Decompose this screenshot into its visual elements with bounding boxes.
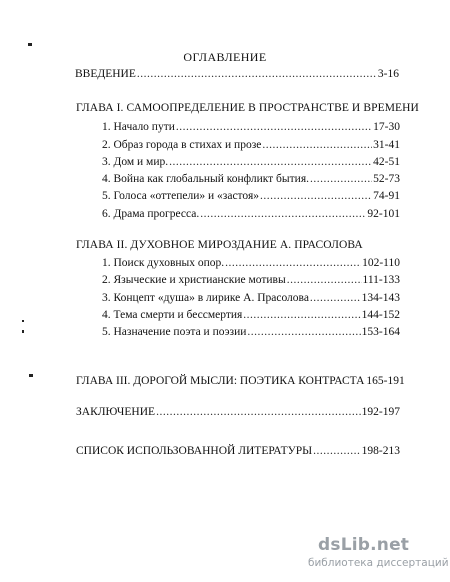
entry-number: 2. bbox=[102, 274, 111, 286]
entry-title: Начало пути bbox=[113, 121, 175, 133]
entry-title: Языческие и христианские мотивы bbox=[113, 274, 286, 286]
entry-title: Концепт «душа» в лирике А. Прасолова bbox=[113, 292, 309, 304]
entry-number: 1. bbox=[102, 121, 111, 133]
toc-entry bbox=[102, 172, 400, 186]
entry-title: ВВЕДЕНИЕ bbox=[75, 68, 136, 80]
leader-dots bbox=[200, 207, 366, 221]
leader-dots bbox=[260, 189, 372, 203]
chapter-1-title: ГЛАВА I. САМООПРЕДЕЛЕНИЕ В ПРОСТРАНСТВЕ И ВРЕМЕНИ bbox=[76, 102, 419, 114]
entry-number: 4. bbox=[102, 309, 111, 321]
toc-entry bbox=[102, 291, 400, 305]
entry-number: 4. bbox=[102, 173, 111, 185]
entry-title: Поиск духовных опор. bbox=[113, 257, 225, 269]
toc-entry bbox=[102, 308, 400, 322]
entry-number: 6. bbox=[102, 208, 111, 220]
entry-title: Тема смерти и бессмертия bbox=[113, 309, 243, 321]
scan-mark bbox=[29, 374, 33, 377]
leader-dots bbox=[262, 138, 372, 152]
scan-mark bbox=[28, 43, 32, 46]
entry-pages: 42-51 bbox=[373, 156, 400, 168]
entry-pages: 31-41 bbox=[373, 139, 400, 151]
leader-dots bbox=[310, 291, 361, 305]
toc-entry bbox=[102, 256, 400, 270]
leader-dots bbox=[137, 67, 377, 81]
leader-dots bbox=[225, 256, 361, 270]
toc-entry-conclusion bbox=[76, 405, 400, 419]
leader-dots bbox=[243, 308, 360, 322]
entry-title: Голоса «оттепели» и «застоя» bbox=[113, 190, 259, 202]
leader-dots bbox=[156, 405, 361, 419]
scan-mark bbox=[22, 330, 24, 333]
toc-entry-introduction bbox=[75, 67, 399, 81]
entry-number: 2. bbox=[102, 139, 111, 151]
toc-entry-chapter-3 bbox=[76, 374, 405, 388]
scan-mark bbox=[22, 320, 24, 322]
chapter-2-title: ГЛАВА II. ДУХОВНОЕ МИРОЗДАНИЕ А. ПРАСОЛОВА bbox=[76, 239, 363, 251]
entry-pages: 134-143 bbox=[361, 292, 400, 304]
entry-pages: 17-30 bbox=[373, 121, 400, 133]
leader-dots bbox=[287, 273, 362, 287]
entry-number: 3. bbox=[102, 156, 111, 168]
toc-entry-references bbox=[76, 444, 400, 458]
entry-title: Дом и мир. bbox=[113, 156, 169, 168]
entry-pages: 198-213 bbox=[361, 445, 400, 457]
entry-pages: 111-133 bbox=[362, 274, 400, 286]
entry-pages: 92-101 bbox=[367, 208, 400, 220]
entry-title: ЗАКЛЮЧЕНИЕ bbox=[76, 406, 156, 418]
entry-pages: 3-16 bbox=[377, 68, 399, 80]
leader-dots bbox=[313, 444, 361, 458]
watermark-subtitle: библиотека диссертаций bbox=[308, 557, 449, 569]
entry-pages: 192-197 bbox=[361, 406, 400, 418]
entry-pages: 153-164 bbox=[361, 326, 400, 338]
watermark-logo: dsLib.net bbox=[318, 535, 410, 555]
leader-dots bbox=[247, 325, 360, 339]
entry-title: ГЛАВА III. ДОРОГОЙ МЫСЛИ: ПОЭТИКА КОНТРАСТА bbox=[76, 375, 365, 387]
leader-dots bbox=[169, 155, 372, 169]
toc-entry bbox=[102, 120, 400, 134]
entry-pages: 74-91 bbox=[373, 190, 400, 202]
entry-pages: 52-73 bbox=[373, 173, 400, 185]
toc-entry bbox=[102, 273, 400, 287]
entry-title: Назначение поэта и поэзии bbox=[113, 326, 247, 338]
entry-pages: 144-152 bbox=[361, 309, 400, 321]
toc-entry bbox=[102, 325, 400, 339]
entry-number: 5. bbox=[102, 326, 111, 338]
entry-pages: 165-191 bbox=[366, 375, 405, 387]
entry-number: 1. bbox=[102, 257, 111, 269]
entry-title: СПИСОК ИСПОЛЬЗОВАННОЙ ЛИТЕРАТУРЫ bbox=[76, 445, 313, 457]
toc-entry bbox=[102, 207, 400, 221]
toc-entry bbox=[102, 189, 400, 203]
leader-dots bbox=[310, 172, 372, 186]
entry-title: Образ города в стихах и прозе bbox=[113, 139, 262, 151]
entry-pages: 102-110 bbox=[362, 257, 400, 269]
entry-title: Война как глобальный конфликт бытия. bbox=[113, 173, 309, 185]
toc-entry bbox=[102, 155, 400, 169]
entry-number: 3. bbox=[102, 292, 111, 304]
entry-number: 5. bbox=[102, 190, 111, 202]
leader-dots bbox=[176, 120, 372, 134]
toc-heading: ОГЛАВЛЕНИЕ bbox=[183, 50, 267, 64]
entry-title: Драма прогресса. bbox=[113, 208, 200, 220]
toc-entry bbox=[102, 138, 400, 152]
